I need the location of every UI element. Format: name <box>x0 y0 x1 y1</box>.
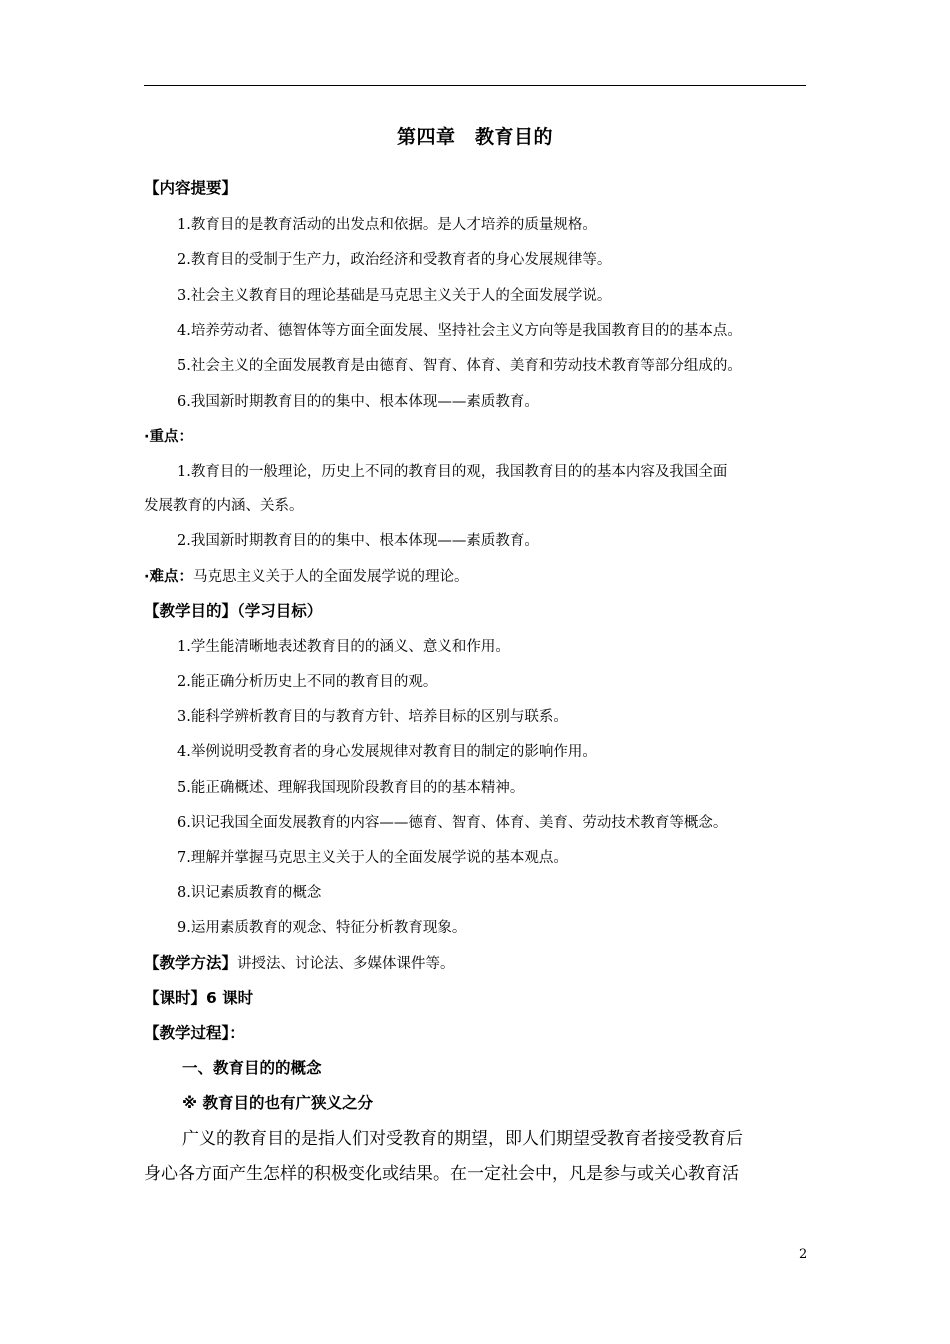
objective-item: 3.能科学辨析教育目的与教育方针、培养目标的区别与联系。 <box>177 709 568 725</box>
summary-item: 5.社会主义的全面发展教育是由德育、智育、体育、美育和劳动技术教育等部分组成的。 <box>177 358 742 374</box>
difficulty-text: 马克思主义关于人的全面发展学说的理论。 <box>193 569 469 585</box>
summary-item: 2.教育目的受制于生产力，政治经济和受教育者的身心发展规律等。 <box>177 252 612 268</box>
key-point-item: 1.教育目的一般理论，历史上不同的教育目的观，我国教育目的的基本内容及我国全面 <box>177 464 728 480</box>
difficulty-label: ·难点： <box>144 569 194 585</box>
objectives-heading: 【教学目的】（学习目标） <box>144 602 323 620</box>
summary-heading: 【内容提要】 <box>144 179 238 197</box>
objective-item: 8.识记素质教育的概念 <box>177 885 322 901</box>
paragraph-line: 身心各方面产生怎样的积极变化或结果。在一定社会中，凡是参与或关心教育活 <box>144 1164 739 1184</box>
objective-item: 5.能正确概述、理解我国现阶段教育目的的基本精神。 <box>177 780 525 796</box>
page-number: 2 <box>799 1247 808 1262</box>
paragraph-line: 广义的教育目的是指人们对受教育的期望，即人们期望受教育者接受教育后 <box>182 1129 743 1149</box>
subsection-heading: ※ 教育目的也有广狭义之分 <box>182 1094 373 1112</box>
section-heading: 一、教育目的的概念 <box>182 1059 322 1077</box>
key-point-item-continued: 发展教育的内涵、关系。 <box>144 498 304 514</box>
key-points-heading: ·重点： <box>144 429 194 445</box>
summary-item: 4.培养劳动者、德智体等方面全面发展、坚持社会主义方向等是我国教育目的的基本点。 <box>177 323 742 339</box>
objective-item: 1.学生能清晰地表述教育目的的涵义、意义和作用。 <box>177 639 510 655</box>
key-point-item: 2.我国新时期教育目的的集中、根本体现——素质教育。 <box>177 533 539 549</box>
difficulty-line <box>144 567 469 587</box>
methods-label: 【教学方法】 <box>144 954 238 972</box>
chapter-title: 第四章 教育目的 <box>396 126 553 148</box>
objective-item: 4.举例说明受教育者的身心发展规律对教育目的制定的影响作用。 <box>177 744 597 760</box>
objective-item: 9.运用素质教育的观念、特征分析教育现象。 <box>177 920 467 936</box>
objective-item: 2.能正确分析历史上不同的教育目的观。 <box>177 674 438 690</box>
summary-item: 1.教育目的是教育活动的出发点和依据。是人才培养的质量规格。 <box>177 217 597 233</box>
summary-item: 3.社会主义教育目的理论基础是马克思主义关于人的全面发展学说。 <box>177 288 612 304</box>
objective-item: 7.理解并掌握马克思主义关于人的全面发展学说的基本观点。 <box>177 850 568 866</box>
summary-item: 6.我国新时期教育目的的集中、根本体现——素质教育。 <box>177 394 539 410</box>
process-heading: 【教学过程】： <box>144 1024 245 1042</box>
methods-text: 讲授法、讨论法、多媒体课件等。 <box>237 956 455 972</box>
methods-line <box>144 953 455 974</box>
objective-item: 6.识记我国全面发展教育的内容——德育、智育、体育、美育、劳动技术教育等概念。 <box>177 815 728 831</box>
header-rule <box>144 85 806 86</box>
hours-line: 【课时】6 课时 <box>144 989 254 1007</box>
